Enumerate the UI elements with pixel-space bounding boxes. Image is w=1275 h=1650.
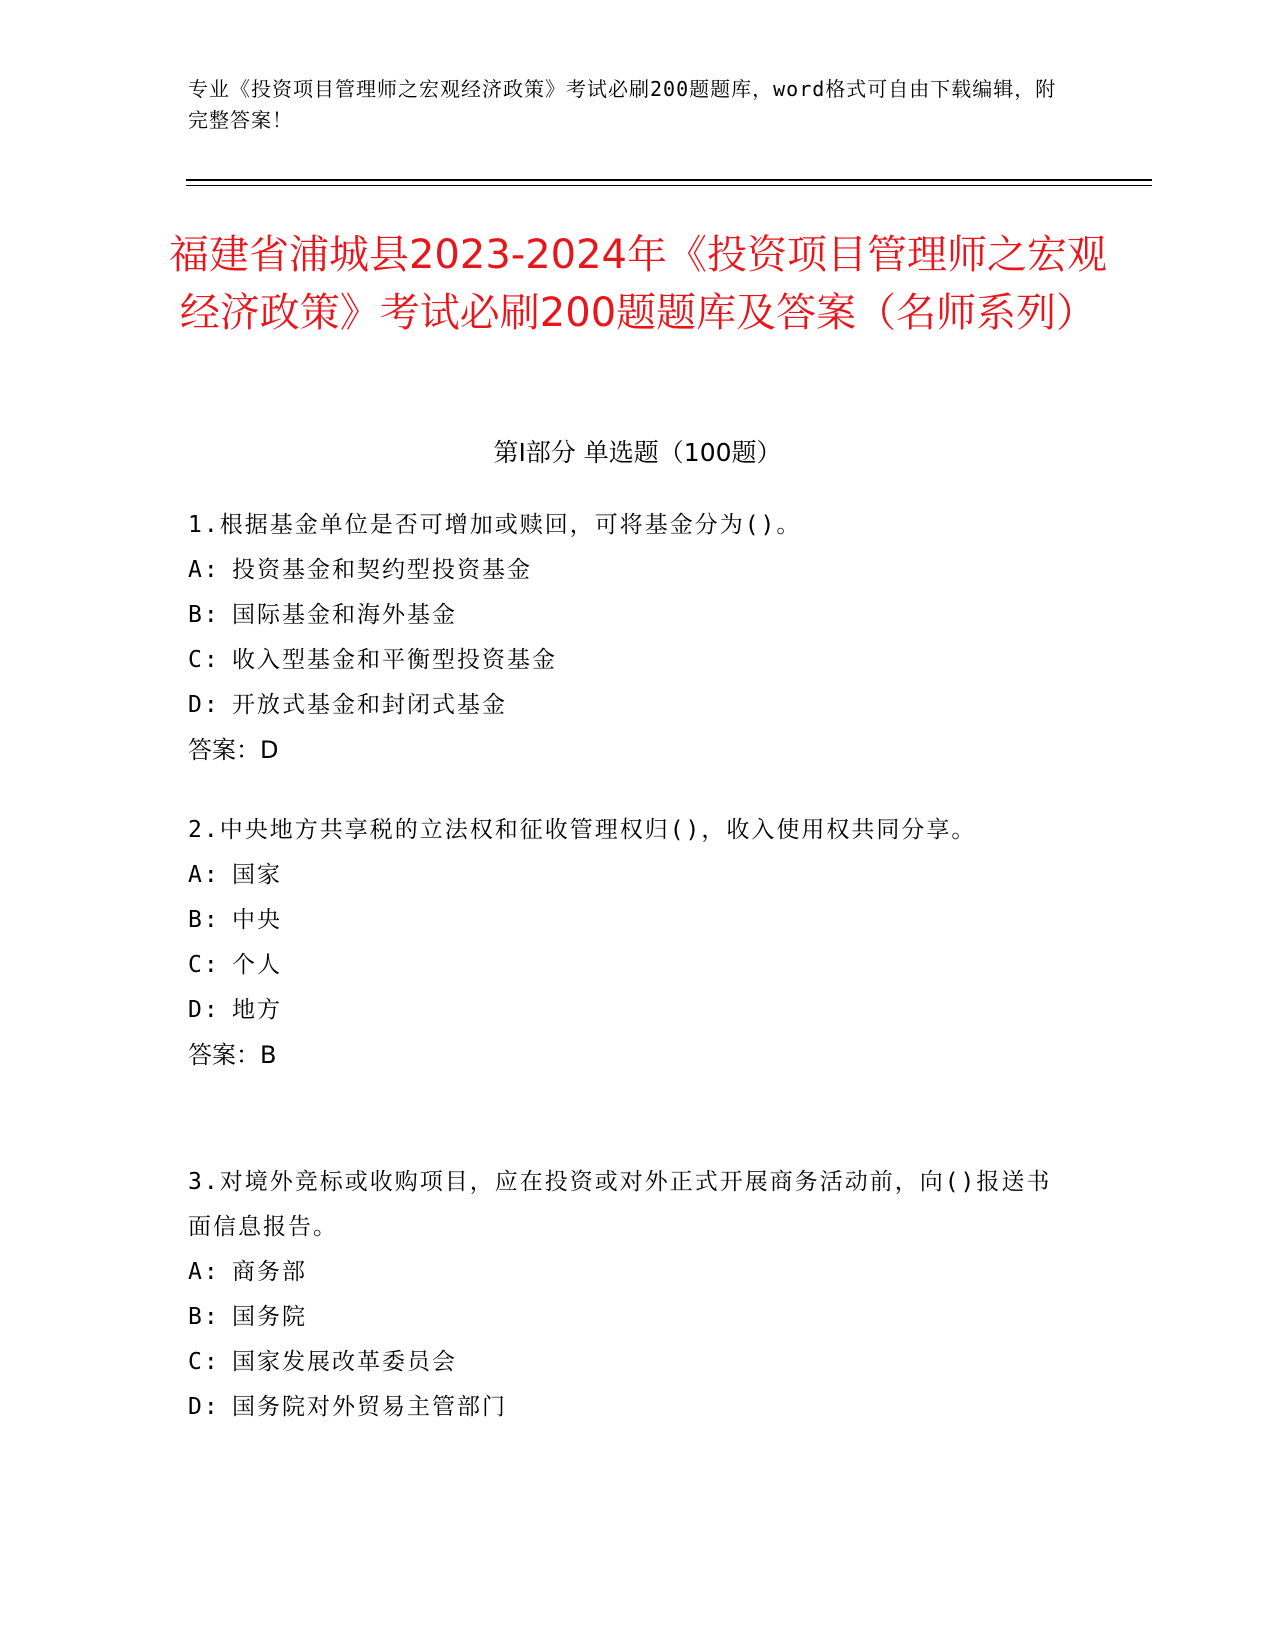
option-c (188, 638, 1068, 683)
option-text: 开放式基金和封闭式基金 (232, 692, 507, 718)
option-d (188, 683, 1068, 728)
page-title: 福建省浦城县2023-2024年《投资项目管理师之宏观经济政策》考试必刷200题题库及答案（名师系列） (168, 232, 1108, 336)
option-d (188, 988, 1068, 1033)
option-text: 国际基金和海外基金 (232, 602, 457, 628)
option-c (188, 943, 1068, 988)
option-text: 国务院对外贸易主管部门 (232, 1394, 507, 1420)
header-note: 专业《投资项目管理师之宏观经济政策》考试必刷200题题库，word格式可自由下载编辑，附完整答案！ (188, 77, 1057, 132)
option-label: A: (188, 862, 220, 888)
option-text: 个人 (232, 952, 282, 978)
question-stem: 2.中央地方共享税的立法权和征收管理权归()，收入使用权共同分享。 (188, 817, 977, 843)
option-text: 地方 (232, 997, 282, 1023)
option-text: 投资基金和契约型投资基金 (232, 557, 532, 583)
option-text: 商务部 (232, 1259, 307, 1285)
option-d (188, 1385, 1068, 1430)
option-text: 国务院 (232, 1304, 307, 1330)
question-stem: 3.对境外竞标或收购项目，应在投资或对外正式开展商务活动前，向()报送书面信息报告。 (188, 1169, 1052, 1240)
option-label: C: (188, 1349, 220, 1375)
question-1 (188, 503, 1068, 773)
option-a (188, 1250, 1068, 1295)
option-label: D: (188, 1394, 220, 1420)
option-label: D: (188, 997, 220, 1023)
option-c (188, 1340, 1068, 1385)
option-text: 中央 (232, 907, 282, 933)
option-b (188, 898, 1068, 943)
option-text: 国家发展改革委员会 (232, 1349, 457, 1375)
section-title: 第Ⅰ部分 单选题（100题） (493, 438, 782, 467)
question-stem: 1.根据基金单位是否可增加或赎回，可将基金分为()。 (188, 512, 802, 538)
option-text: 国家 (232, 862, 282, 888)
option-a (188, 548, 1068, 593)
option-label: A: (188, 1259, 220, 1285)
answer: 答案：B (188, 1041, 277, 1069)
option-label: B: (188, 1304, 220, 1330)
option-a (188, 853, 1068, 898)
option-label: C: (188, 647, 220, 673)
option-label: B: (188, 602, 220, 628)
question-2 (188, 808, 1068, 1078)
option-label: A: (188, 557, 220, 583)
question-3 (188, 1160, 1068, 1430)
option-b (188, 593, 1068, 638)
option-label: B: (188, 907, 220, 933)
answer: 答案：D (188, 736, 279, 764)
option-b (188, 1295, 1068, 1340)
option-label: D: (188, 692, 220, 718)
option-label: C: (188, 952, 220, 978)
option-text: 收入型基金和平衡型投资基金 (232, 647, 557, 673)
header-divider-thick (186, 179, 1152, 181)
header-divider-thin (186, 185, 1152, 186)
